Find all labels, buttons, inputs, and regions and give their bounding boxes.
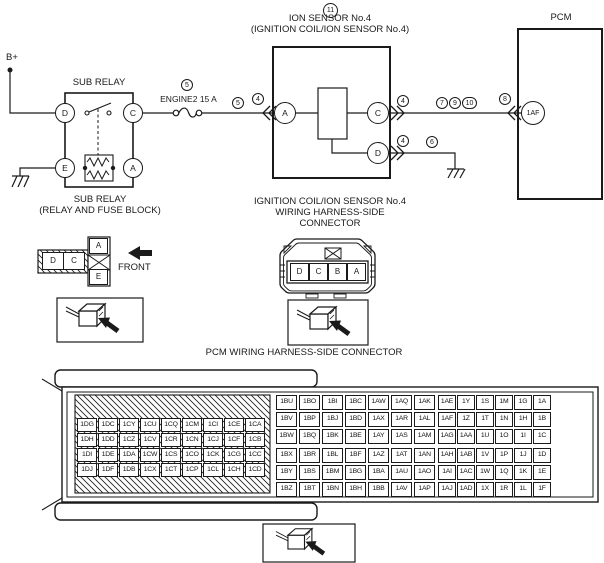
pin-cell-1CI: 1CI: [203, 418, 223, 432]
pin-cell-1AD: 1AD: [457, 482, 475, 497]
pin-cell-1CX: 1CX: [140, 463, 160, 477]
callout-5-fuse: 5: [181, 79, 193, 91]
pin-cell-1M: 1M: [495, 395, 513, 410]
pin-cell-1CE: 1CE: [224, 418, 244, 432]
ignition-location-pictogram: [288, 300, 368, 345]
pin-cell-1E: 1E: [533, 465, 551, 480]
pin-cell-1AR: 1AR: [391, 412, 412, 427]
pin-cell-1DI: 1DI: [77, 448, 97, 462]
pin-cell-1BN: 1BN: [322, 482, 343, 497]
pin-cell-1DD: 1DD: [98, 433, 118, 447]
pin-cell-1R: 1R: [495, 482, 513, 497]
pin-cell-1AL: 1AL: [414, 412, 435, 427]
callout-9: 9: [449, 97, 461, 109]
pin-cell-1CF: 1CF: [224, 433, 244, 447]
pin-cell-1I: 1I: [514, 429, 532, 444]
pin-cell-1P: 1P: [495, 448, 513, 463]
sub-relay-label: SUB RELAY: [72, 77, 126, 88]
pin-cell-1CG: 1CG: [224, 448, 244, 462]
sub-relay-caption-line1: SUB RELAY: [73, 194, 127, 205]
pcm-pin-grid-mid-bottom: [276, 448, 435, 497]
pin-cell-1B: 1B: [533, 412, 551, 427]
pin-cell-1BG: 1BG: [345, 465, 366, 480]
battery-plus-label: B+: [6, 52, 18, 63]
pcm-label: PCM: [550, 12, 572, 23]
pin-cell-1CN: 1CN: [182, 433, 202, 447]
pin-cell-1J: 1J: [514, 448, 532, 463]
pin-cell-1CQ: 1CQ: [161, 418, 181, 432]
pin-cell-1BZ: 1BZ: [276, 482, 297, 497]
pin-cell-1BA: 1BA: [368, 465, 389, 480]
callout-8: 8: [499, 93, 511, 105]
sub-relay-symbol: [65, 93, 133, 187]
callout-4-a: 4: [252, 93, 264, 105]
pin-cell-1Y: 1Y: [457, 395, 475, 410]
pin-cell-1S: 1S: [476, 395, 494, 410]
pin-cell-1BW: 1BW: [276, 429, 297, 444]
pin-cell-1AY: 1AY: [368, 429, 389, 444]
pin-cell-1AJ: 1AJ: [438, 482, 456, 497]
pin-cell-1BO: 1BO: [299, 395, 320, 410]
pin-cell-1BF: 1BF: [345, 448, 366, 463]
pin-cell-1AV: 1AV: [391, 482, 412, 497]
pin-cell-1CL: 1CL: [203, 463, 223, 477]
pin-cell-1BT: 1BT: [299, 482, 320, 497]
callout-4-d: 4: [397, 135, 409, 147]
ion-terminal-a: A: [274, 102, 296, 124]
pin-cell-1O: 1O: [495, 429, 513, 444]
pin-cell-1DC: 1DC: [98, 418, 118, 432]
pin-cell-1BU: 1BU: [276, 395, 297, 410]
ignition-caption-line3: CONNECTOR: [299, 218, 361, 229]
pin-cell-1BK: 1BK: [322, 429, 343, 444]
pin-cell-1AO: 1AO: [414, 465, 435, 480]
pin-cell-1AG: 1AG: [438, 429, 456, 444]
pin-cell-1CP: 1CP: [182, 463, 202, 477]
ion-terminal-c: C: [367, 102, 389, 124]
pcm-pin-grid-right-bottom: [438, 448, 551, 497]
pin-cell-1DA: 1DA: [119, 448, 139, 462]
pin-cell-1BJ: 1BJ: [322, 412, 343, 427]
pin-cell-1CD: 1CD: [245, 463, 265, 477]
pcm-connector-title: PCM WIRING HARNESS-SIDE CONNECTOR: [205, 347, 403, 358]
pin-cell-1G: 1G: [514, 395, 532, 410]
ignition-caption-line2: WIRING HARNESS-SIDE: [275, 207, 385, 218]
pin-cell-1CT: 1CT: [161, 463, 181, 477]
pin-cell-1AF: 1AF: [438, 412, 456, 427]
pin-cell-1CH: 1CH: [224, 463, 244, 477]
pin-cell-1CV: 1CV: [140, 433, 160, 447]
front-direction-arrow-icon: [128, 246, 152, 260]
ignition-caption-line1: IGNITION COIL/ION SENSOR No.4: [253, 196, 407, 207]
fuse-wire: [143, 106, 276, 120]
relay-terminal-c: C: [123, 103, 143, 123]
pin-cell-1BH: 1BH: [345, 482, 366, 497]
pin-cell-1CC: 1CC: [245, 448, 265, 462]
relay-terminal-d: D: [55, 103, 75, 123]
component-title-line2: (IGNITION COIL/ION SENSOR No.4): [250, 24, 410, 35]
pin-cell-1BY: 1BY: [276, 465, 297, 480]
pin-cell-1X: 1X: [476, 482, 494, 497]
ignition-connector-cell-c: C: [309, 263, 328, 281]
callout-7: 7: [436, 97, 448, 109]
pin-cell-1BR: 1BR: [299, 448, 320, 463]
pin-cell-1L: 1L: [514, 482, 532, 497]
pin-cell-1AN: 1AN: [414, 448, 435, 463]
pin-cell-1BX: 1BX: [276, 448, 297, 463]
ion-terminal-d: D: [367, 142, 389, 164]
pin-cell-1AE: 1AE: [438, 395, 456, 410]
pin-cell-1BS: 1BS: [299, 465, 320, 480]
relay-location-pictogram: [57, 298, 143, 342]
callout-6: 6: [426, 136, 438, 148]
pcm-location-pictogram: [263, 524, 355, 562]
pin-cell-1CK: 1CK: [203, 448, 223, 462]
pin-cell-1DE: 1DE: [98, 448, 118, 462]
pin-cell-1BB: 1BB: [368, 482, 389, 497]
pcm-pin-grid-mid-top: [276, 395, 435, 444]
pin-cell-1Z: 1Z: [457, 412, 475, 427]
pin-cell-1CJ: 1CJ: [203, 433, 223, 447]
pin-cell-1CM: 1CM: [182, 418, 202, 432]
pin-cell-1W: 1W: [476, 465, 494, 480]
ignition-connector-cell-a: A: [347, 263, 366, 281]
pin-cell-1AH: 1AH: [438, 448, 456, 463]
pin-cell-1AP: 1AP: [414, 482, 435, 497]
sub-relay-connector-cell-d: D: [42, 252, 64, 270]
pin-cell-1BC: 1BC: [345, 395, 366, 410]
pin-cell-1AU: 1AU: [391, 465, 412, 480]
sub-relay-caption-line2: (RELAY AND FUSE BLOCK): [39, 205, 161, 216]
pin-cell-1BM: 1BM: [322, 465, 343, 480]
pin-cell-1CW: 1CW: [140, 448, 160, 462]
fuse-label: ENGINE2 15 A: [160, 94, 217, 104]
pin-cell-1A: 1A: [533, 395, 551, 410]
callout-4-c: 4: [397, 95, 409, 107]
pin-cell-1BI: 1BI: [322, 395, 343, 410]
pin-cell-1AK: 1AK: [414, 395, 435, 410]
pin-cell-1Q: 1Q: [495, 465, 513, 480]
pin-cell-1BV: 1BV: [276, 412, 297, 427]
pin-cell-1CR: 1CR: [161, 433, 181, 447]
relay-terminal-a: A: [123, 158, 143, 178]
pin-cell-1AC: 1AC: [457, 465, 475, 480]
pin-cell-1T: 1T: [476, 412, 494, 427]
pin-cell-1CO: 1CO: [182, 448, 202, 462]
pin-cell-1K: 1K: [514, 465, 532, 480]
pin-cell-1AQ: 1AQ: [391, 395, 412, 410]
ignition-connector-cell-b: B: [328, 263, 347, 281]
pcm-pin-grid-right-top: [438, 395, 551, 444]
pin-cell-1DF: 1DF: [98, 463, 118, 477]
pin-cell-1AA: 1AA: [457, 429, 475, 444]
pin-cell-1AT: 1AT: [391, 448, 412, 463]
pin-cell-1CZ: 1CZ: [119, 433, 139, 447]
pin-cell-1U: 1U: [476, 429, 494, 444]
pin-cell-1CS: 1CS: [161, 448, 181, 462]
pcm-terminal-1af: 1AF: [521, 101, 545, 125]
callout-11: 11: [323, 3, 338, 18]
pin-cell-1BE: 1BE: [345, 429, 366, 444]
component-title-line1: ION SENSOR No.4: [288, 13, 372, 24]
pin-cell-1AS: 1AS: [391, 429, 412, 444]
pin-cell-1CA: 1CA: [245, 418, 265, 432]
pin-cell-1F: 1F: [533, 482, 551, 497]
pin-cell-1V: 1V: [476, 448, 494, 463]
pin-cell-1DJ: 1DJ: [77, 463, 97, 477]
pin-cell-1BQ: 1BQ: [299, 429, 320, 444]
pin-cell-1AM: 1AM: [414, 429, 435, 444]
sub-relay-connector-cell-c: C: [63, 252, 85, 270]
pin-cell-1D: 1D: [533, 448, 551, 463]
ignition-connector-cell-d: D: [290, 263, 309, 281]
pin-cell-1CU: 1CU: [140, 418, 160, 432]
pin-cell-1AW: 1AW: [368, 395, 389, 410]
pin-cell-1BL: 1BL: [322, 448, 343, 463]
pin-cell-1AZ: 1AZ: [368, 448, 389, 463]
pin-cell-1AB: 1AB: [457, 448, 475, 463]
relay-ground-symbol: [12, 168, 55, 187]
front-label: FRONT: [118, 262, 151, 273]
callout-5-wire: 5: [232, 97, 244, 109]
relay-terminal-e: E: [55, 158, 75, 178]
sub-relay-connector-cell-a: A: [89, 238, 108, 254]
pin-cell-1AX: 1AX: [368, 412, 389, 427]
pin-cell-1DG: 1DG: [77, 418, 97, 432]
sub-relay-connector-cell-e: E: [89, 269, 108, 285]
pin-cell-1CY: 1CY: [119, 418, 139, 432]
pin-cell-1AI: 1AI: [438, 465, 456, 480]
pin-cell-1BP: 1BP: [299, 412, 320, 427]
pin-cell-1DB: 1DB: [119, 463, 139, 477]
pin-cell-1BD: 1BD: [345, 412, 366, 427]
battery-feed-wire: [8, 68, 56, 114]
pin-cell-1CB: 1CB: [245, 433, 265, 447]
pin-cell-1DH: 1DH: [77, 433, 97, 447]
callout-10: 10: [462, 97, 477, 109]
pcm-pin-grid-left: [77, 418, 265, 477]
pin-cell-1C: 1C: [533, 429, 551, 444]
pin-cell-1H: 1H: [514, 412, 532, 427]
pin-cell-1N: 1N: [495, 412, 513, 427]
